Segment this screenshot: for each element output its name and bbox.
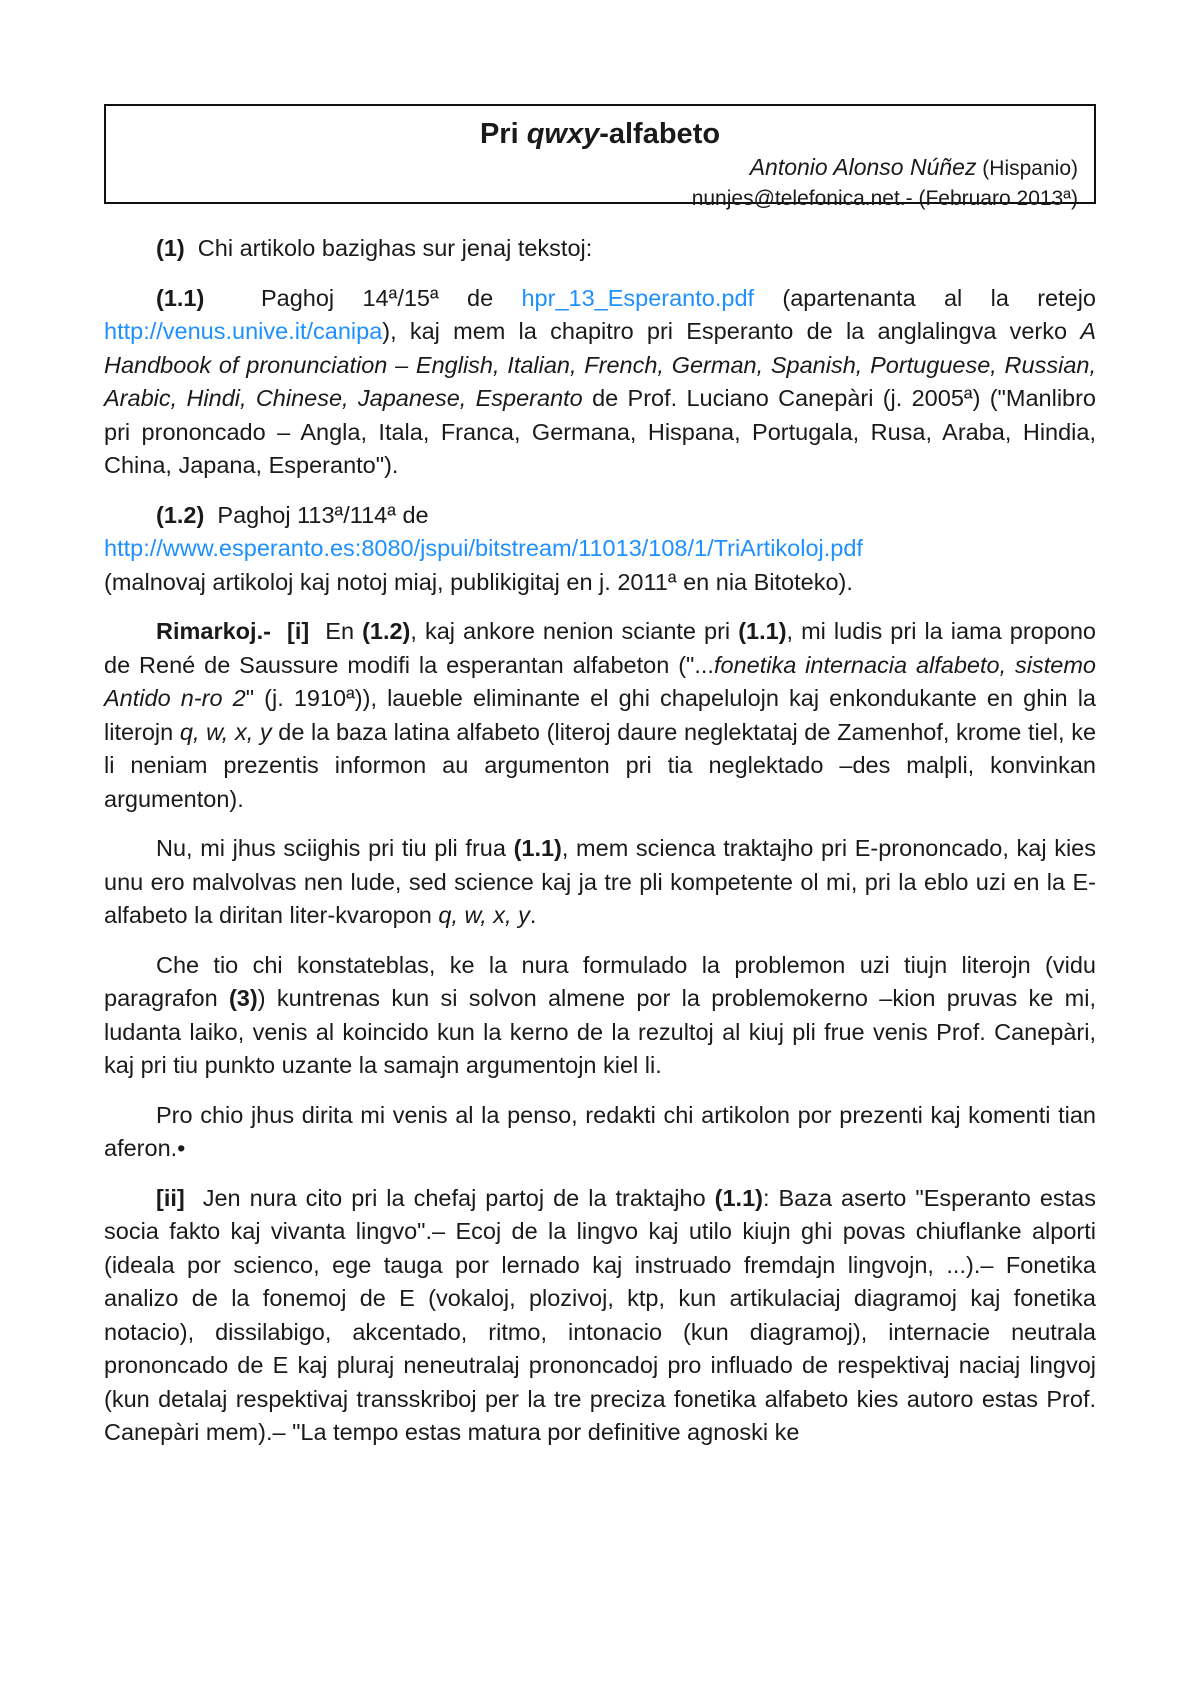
paragraph-1-1: (1.1) Paghoj 14ª/15ª de hpr_13_Esperanto.pdf (apartenanta al la retejo http://venus.unive.it/canipa), kaj mem la chapitro pri Esperanto de la anglalingva verko A Handbook of pronunciation – English, Italian, French, German, Spanish, Portuguese, Russian, Arabic, Hindi, Chinese, Japanese, Esperanto de Prof. Luciano Canepàri (j. 2005ª) ("Manlibro pri prononcado – Angla, Itala, Franca, Germana, Hispana, Portugala, Rusa, Araba, Hindia, China, Japana, Esperanto"). bbox=[104, 284, 1097, 478]
author-name: Antonio Alonso Núñez bbox=[749, 154, 977, 180]
paragraph-1: (1) Chi artikolo bazighas sur jenaj tekstoj: bbox=[156, 235, 593, 261]
paragraph-nu: Nu, mi jhus sciighis pri tiu pli frua (1.1), mem scienca traktajho pri E-prononcado, kaj kies unu ero malvolvas nen lude, sed science kaj ja tre pli kompetente ol mi, pri la eblo uzi en la E-alfabeto la diritan liter-kvaropon q, w, x, y. bbox=[104, 835, 1097, 928]
paragraph-1-2: (1.2) Paghoj 113ª/114ª de http://www.esperanto.es:8080/jspui/bitstream/11013/108/1/TriArtikoloj.pdf (malnovaj artikoloj kaj notoj miaj, publikigitaj en j. 2011ª en nia Bitoteko). bbox=[104, 499, 1096, 600]
paragraph-ii: [ii] Jen nura cito pri la chefaj partoj de la traktajho (1.1): Baza aserto "Esperanto estas socia fakto kaj vivanta lingvo".– Ecoj de la lingvo kaj utilo kiujn ghi povas chiuflanke alporti (ideala por scienco, ege tauga por lernado kaj instruado fremdajn lingvojn, ...).– Fonetika analizo de la fonemoj de E (vokaloj, plozivoj, ktp, kun artikulaciaj diagramoj kaj fonetika notacio), dissilabigo, akcentado, ritmo, intonacio (kun diagramoj), internacie neutrala prononcado de E kaj pluraj neneutralaj prononcadoj pro influado de respektivaj naciaj lingvoj (kun detalaj respektivaj transskriboj per la tre preciza fonetika alfabeto kies autoro estas Prof. Canepàri mem).– "La tempo estas matura por definitive agnoski ke bbox=[104, 1184, 1096, 1445]
remarks-paragraph: Rimarkoj.- [i] En (1.2), kaj ankore nenion sciante pri (1.1), mi ludis pri la iama propono de René de Saussure modifi la esperantan alfabeton ("...fonetika internacia alfabeto, sistemo Antido n-ro 2" (j. 1910ª)), laueble eliminante el ghi chapelulojn kaj enkondukante en ghin la literojn q, w, x, y de la baza latina alfabeto (literoj daure neglektataj de Zamenhof, krome tiel, ke li neniam prezentis informon au argumenton pri tia neglektado –des malpli, konvinkan argumenton). bbox=[104, 618, 1097, 812]
paragraph-che: Che tio chi konstateblas, ke la nura formulado la problemon uzi tiujn literojn (vidu paragrafon (3)) kuntrenas kun si solvon almene por la problemokerno –kion pruvas ke mi, ludanta laiko, venis al koincido kun la kerno de la rezultoj al kiuj pli frue venis Prof. Canepàri, kaj pri tiu punkto uzante la samajn argumentojn kiel li. bbox=[104, 951, 1096, 1078]
author-line bbox=[122, 152, 1078, 184]
email-date-line: nunjes@telefonica.net.- (Februaro 2013ª) bbox=[691, 187, 1078, 210]
url-link-canipa[interactable]: http://venus.unive.it/canipa bbox=[104, 318, 383, 344]
article-title: Pri qwxy-alfabeto bbox=[479, 118, 721, 150]
url-link-triartikoloj[interactable]: http://www.esperanto.es:8080/jspui/bitstream/11013/108/1/TriArtikoloj.pdf bbox=[104, 535, 863, 561]
article-body bbox=[104, 232, 1096, 1450]
title-box bbox=[104, 104, 1096, 210]
document-page bbox=[104, 104, 1096, 1466]
paragraph-pro: Pro chio jhus dirita mi venis al la penso, redakti chi artikolon por prezenti kaj komenti tian aferon.• bbox=[104, 1101, 1096, 1161]
book-title: A Handbook of pronunciation – English, Italian, French, German, Spanish, Portuguese, Russian, Arabic, Hindi, Chinese, Japanese, Esperanto bbox=[104, 318, 1097, 411]
author-country: (Hispanio) bbox=[982, 157, 1078, 180]
pdf-link-hpr13[interactable]: hpr_13_Esperanto.pdf bbox=[521, 284, 755, 311]
